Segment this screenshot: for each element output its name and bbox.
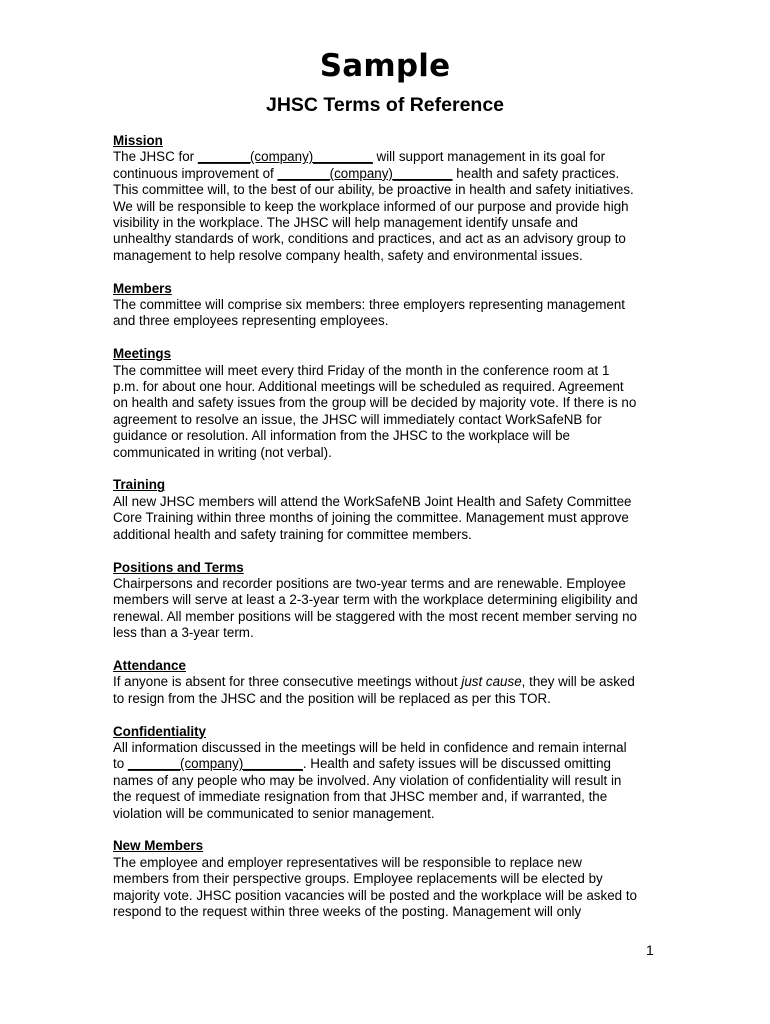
section-heading-meetings: Meetings bbox=[113, 346, 172, 362]
positions-line-1: Chairpersons and recorder positions are two-year terms and are renewable. Employee bbox=[113, 575, 626, 591]
meetings-line-2: p.m. for about one hour. Additional meetings will be scheduled as required. Agreement bbox=[113, 379, 624, 395]
meetings-line-4: agreement to resolve an issue, the JHSC will immediately contact WorkSafeNB for bbox=[113, 411, 602, 427]
positions-line-4: less than a 3-year term. bbox=[113, 625, 254, 641]
mission-line-4: We will be responsible to keep the workplace informed of our purpose and provide high bbox=[113, 198, 629, 214]
mission-line-6: unhealthy standards of work, conditions and practices, and act as an advisory group to bbox=[113, 231, 626, 247]
new-members-line-4: respond to the request within three weeks of the posting. Management will only bbox=[113, 903, 582, 919]
mission-text: continuous improvement of bbox=[113, 165, 278, 181]
attendance-text: If anyone is absent for three consecutive meetings without bbox=[113, 674, 462, 690]
attendance-text: , they will be asked bbox=[521, 674, 635, 690]
document-title: Sample bbox=[319, 48, 451, 84]
mission-text: The JHSC for bbox=[113, 149, 198, 165]
section-mission bbox=[113, 133, 661, 264]
section-meetings bbox=[113, 346, 661, 461]
section-attendance bbox=[113, 658, 661, 707]
positions-line-2: members will serve at least a 2-3-year term with the workplace determining eligibility and bbox=[113, 592, 638, 608]
section-positions-and-terms bbox=[113, 560, 661, 642]
training-line-3: additional health and safety training for committee members. bbox=[113, 526, 472, 542]
meetings-line-5: guidance or resolution. All information from the JHSC to the workplace will be bbox=[113, 428, 570, 444]
section-heading-training: Training bbox=[113, 477, 166, 493]
meetings-line-1: The committee will meet every third Friday of the month in the conference room at 1 bbox=[113, 362, 610, 378]
section-members bbox=[113, 281, 661, 330]
mission-text: health and safety practices. bbox=[452, 165, 620, 181]
section-new-members bbox=[113, 838, 661, 920]
members-line-2: and three employees representing employees. bbox=[113, 313, 389, 329]
document-body bbox=[113, 133, 661, 937]
confidentiality-line-1: All information discussed in the meetings will be held in confidence and remain internal bbox=[113, 739, 627, 755]
confidentiality-line-5: violation will be communicated to senior management. bbox=[113, 805, 435, 821]
company-blank-field: _______(company)________ bbox=[127, 756, 303, 772]
page-number: 1 bbox=[646, 942, 654, 958]
confidentiality-line-2 bbox=[113, 756, 661, 772]
confidentiality-line-3: names of any people who may be involved. Any violation of confidentiality will result in bbox=[113, 772, 622, 788]
company-blank-field: _______(company)________ bbox=[277, 165, 453, 181]
mission-line-5: visibility in the workplace. The JHSC will help management identify unsafe and bbox=[113, 215, 578, 231]
confidentiality-line-4: the request of immediate resignation from that JHSC member and, if warranted, the bbox=[113, 789, 608, 805]
section-heading-mission: Mission bbox=[113, 133, 163, 148]
training-line-2: Core Training within three months of joining the committee. Management must approve bbox=[113, 510, 629, 526]
confidentiality-text: . Health and safety issues will be discussed omitting bbox=[302, 756, 611, 772]
company-blank-field: _______(company)________ bbox=[197, 149, 373, 165]
section-heading-new-members: New Members bbox=[113, 838, 204, 854]
section-heading-members: Members bbox=[113, 280, 172, 296]
meetings-line-3: on health and safety issues from the group will be decided by majority vote. If there is no bbox=[113, 395, 637, 411]
section-training bbox=[113, 477, 661, 543]
mission-line-2 bbox=[113, 166, 661, 182]
mission-line-7: management to help resolve company health, safety and environmental issues. bbox=[113, 247, 583, 263]
new-members-line-1: The employee and employer representatives will be responsible to replace new bbox=[113, 854, 582, 870]
section-heading-positions-and-terms: Positions and Terms bbox=[113, 559, 244, 575]
document-subtitle: JHSC Terms of Reference bbox=[265, 94, 505, 116]
mission-text: will support management in its goal for bbox=[372, 149, 606, 165]
mission-line-3: This committee will, to the best of our ability, be proactive in health and safety initiatives. bbox=[113, 182, 634, 198]
section-heading-confidentiality: Confidentiality bbox=[113, 723, 206, 739]
members-line-1: The committee will comprise six members: three employers representing management bbox=[113, 297, 626, 313]
section-heading-attendance: Attendance bbox=[113, 657, 186, 673]
positions-line-3: renewal. All member positions will be staggered with the most recent member serving no bbox=[113, 608, 637, 624]
attendance-line-1 bbox=[113, 674, 661, 690]
training-line-1: All new JHSC members will attend the WorkSafeNB Joint Health and Safety Committee bbox=[113, 493, 632, 509]
emphasis-just-cause: just cause bbox=[461, 674, 522, 690]
mission-line-1 bbox=[113, 149, 661, 165]
section-confidentiality bbox=[113, 724, 661, 822]
attendance-line-2: to resign from the JHSC and the position will be replaced as per this TOR. bbox=[113, 690, 551, 706]
new-members-line-2: members from their perspective groups. Employee replacements will be elected by bbox=[113, 871, 603, 887]
meetings-line-6: communicated in writing (not verbal). bbox=[113, 444, 332, 460]
confidentiality-text: to bbox=[113, 756, 128, 772]
new-members-line-3: majority vote. JHSC position vacancies will be posted and the workplace will be asked to bbox=[113, 887, 637, 903]
